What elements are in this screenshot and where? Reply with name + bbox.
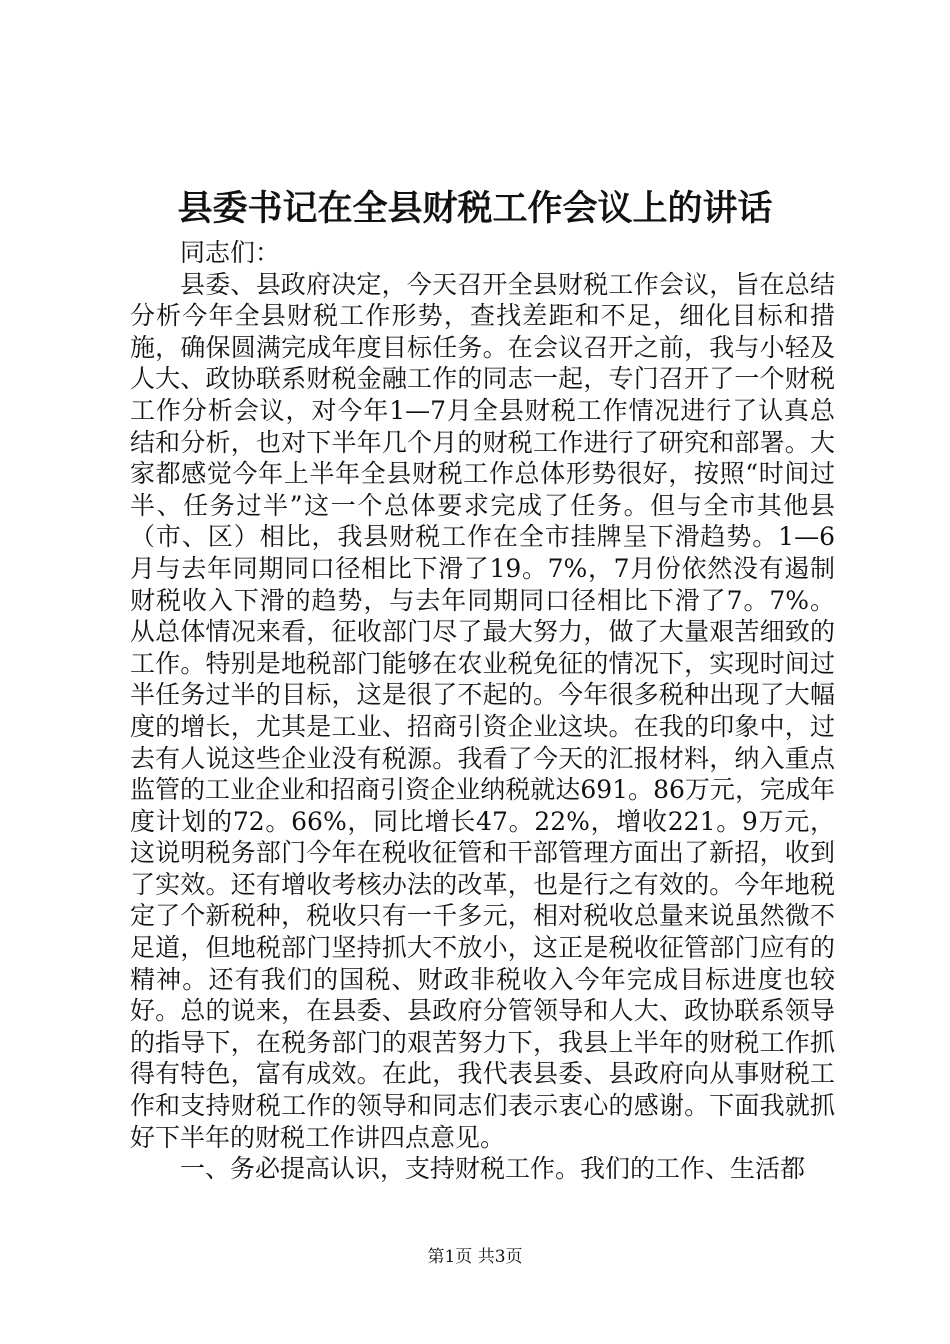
page-indicator: 第1页 共3页 <box>427 1247 523 1267</box>
paragraph: 一、务必提高认识，支持财税工作。我们的工作、生活都 <box>180 1154 806 1184</box>
salutation: 同志们： <box>180 238 281 267</box>
paragraph: 县委、县政府决定，今天召开全县财税工作会议，旨在总结分析今年全县财税工作形势，查找差距和不足，细化目标和措施，确保圆满完成年度目标任务。在会议召开之前，我与小轻及人大、政协联系财税金融工作的同志一起，专门召开了一个财税工作分析会议，对今年1—7月全县财税工作情况进行了认真总结和分析，也对下半年几个月的财税工作进行了研究和部署。大家都感觉今年上半年全县财税工作总体形势很好，按照“时间过半、任务过半”这一个总体要求完成了任务。但与全市其他县（市、区）相比，我县财税工作在全市挂牌呈下滑趋势。1—6月与去年同期同口径相比下滑了19。7%，7月份依然没有遏制财税收入下滑的趋势，与去年同期同口径相比下滑了7。7%。从总体情况来看，征收部门尽了最大努力，做了大量艰苦细致的工作。特别是地税部门能够在农业税免征的情况下，实现时间过半任务过半的目标，这是很了不起的。今年很多税种出现了大幅度的增长，尤其是工业、招商引资企业这块。在我的印象中，过去有人说这些企业没有税源。我看了今天的汇报材料，纳入重点监管的工业企业和招商引资企业纳税就达691。86万元，完成年度计划的72。66%，同比增长47。22%，增收221。9万元，这说明税务部门今年在税收征管和干部管理方面出了新招，收到了实效。还有增收考核办法的改革，也是行之有效的。今年地税定了个新税种，税收只有一千多元，相对税收总量来说虽然微不足道，但地税部门坚持抓大不放小，这正是税收征管部门应有的精神。还有我们的国税、财政非税收入今年完成目标进度也较好。总的说来，在县委、县政府分管领导和人大、政协联系领导的指导下，在税务部门的艰苦努力下，我县上半年的财税工作抓得有特色，富有成效。在此，我代表县委、县政府向从事财税工作和支持财税工作的领导和同志们表示衷心的感谢。下面我就抓好下半年的财税工作讲四点意见。 <box>130 269 835 1152</box>
document-body <box>130 237 835 1185</box>
page-footer <box>0 1246 950 1268</box>
document-title: 县委书记在全县财税工作会议上的讲话 <box>177 188 773 229</box>
